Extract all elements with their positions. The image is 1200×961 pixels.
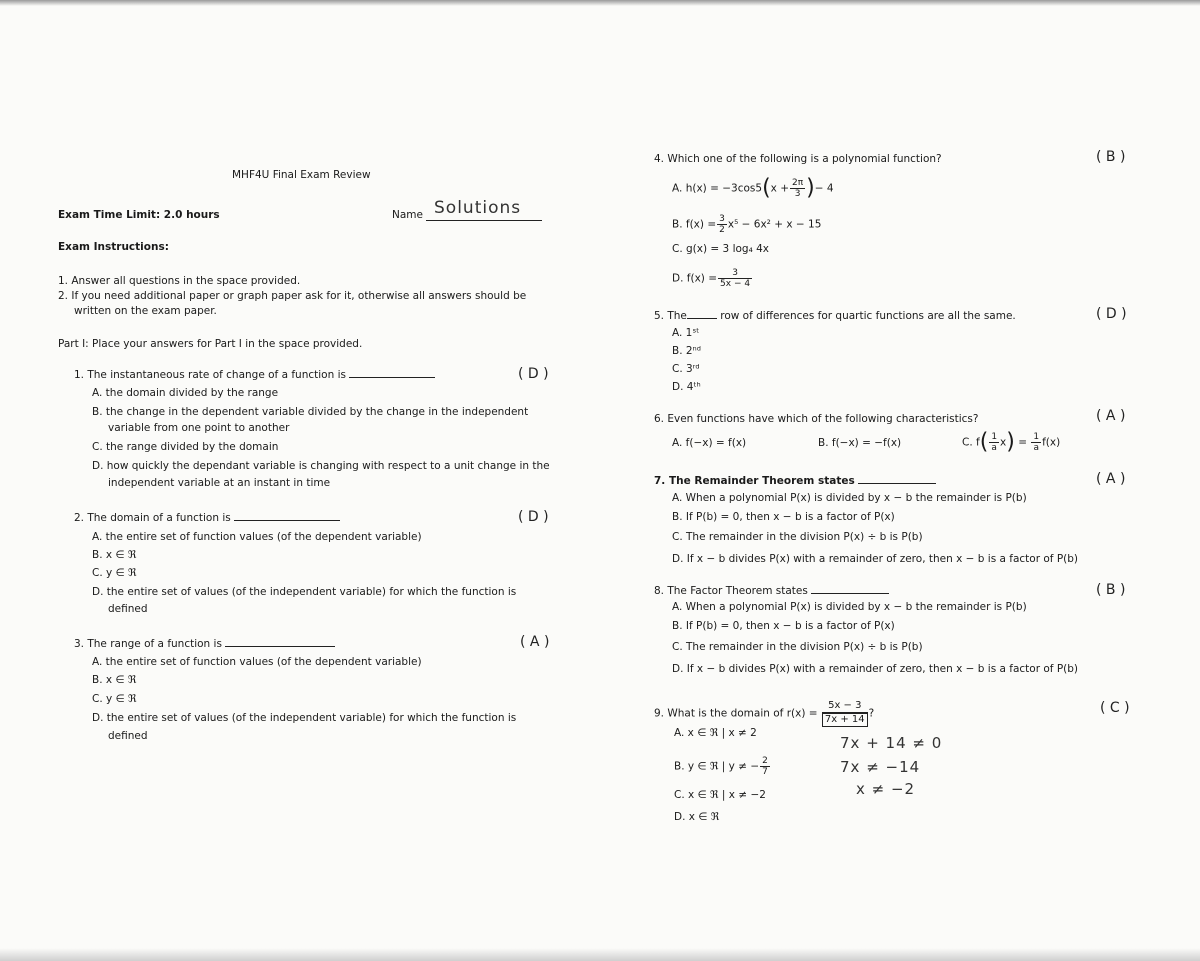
q9-answer: ( C ) [1100, 700, 1130, 716]
q7-option-c: C. The remainder in the division P(x) ÷ b is P(b) [672, 531, 923, 543]
q4-d-fraction [718, 268, 752, 289]
q8-stem [654, 584, 889, 598]
q5-answer: ( D ) [1096, 306, 1127, 322]
q9-stem [654, 700, 874, 727]
q6-c-frac2-den: a [1033, 443, 1039, 453]
q4-a-tail: − 4 [814, 182, 834, 195]
q9-work-line-3: x ≠ −2 [856, 780, 916, 798]
q9-b-fraction [760, 756, 770, 777]
right-paren: ) [806, 175, 815, 201]
q4-option-c: C. g(x) = 3 log₄ 4x [672, 243, 770, 255]
q1-option-b: B. the change in the dependent variable divided by the change in the independent [92, 406, 529, 418]
q6-c-fraction [989, 432, 999, 453]
q8-option-b: B. If P(b) = 0, then x − b is a factor of P(x) [672, 620, 895, 632]
q6-c-frac-num: 1 [991, 432, 998, 442]
q6-c-mid: x [1000, 436, 1007, 449]
instruction-1: 1. Answer all questions in the space provided. [58, 275, 301, 287]
q6-option-b: B. f(−x) = −f(x) [818, 437, 902, 449]
q3-option-b: B. x ∈ ℜ [92, 674, 137, 686]
q9-frac-den: 7x + 14 [822, 713, 868, 727]
q6-option-a: A. f(−x) = f(x) [672, 437, 747, 449]
q5-option-a: A. 1ˢᵗ [672, 327, 700, 339]
q2-option-c: C. y ∈ ℜ [92, 567, 137, 579]
q9-option-a: A. x ∈ ℜ | x ≠ 2 [674, 727, 757, 739]
q5-stem [654, 309, 1016, 323]
q3-stem-text: 3. The range of a function is [74, 638, 222, 650]
q5-stem-a: 5. The [654, 310, 687, 322]
q6-answer: ( A ) [1096, 408, 1126, 424]
q5-blank [687, 318, 717, 319]
name-label: Name [392, 209, 423, 221]
q7-answer: ( A ) [1096, 471, 1126, 487]
q1-blank [349, 377, 435, 378]
scan-edge-bottom [0, 948, 1200, 961]
q5-option-b: B. 2ⁿᵈ [672, 345, 701, 357]
q5-option-d: D. 4ᵗʰ [672, 381, 701, 393]
q4-a-frac-num: 2π [792, 178, 804, 188]
q4-b-frac-num: 3 [719, 214, 725, 224]
q8-option-c: C. The remainder in the division P(x) ÷ b is P(b) [672, 641, 923, 653]
q4-d-label: D. [672, 272, 684, 285]
q4-a-frac-den: 3 [794, 189, 801, 199]
q9-b-frac-den: 7 [762, 767, 768, 777]
q7-option-d: D. If x − b divides P(x) with a remainder of zero, then x − b is a factor of P(b) [672, 553, 1079, 565]
q3-option-a: A. the entire set of function values (of the dependent variable) [92, 656, 422, 668]
q5-stem-b: row of differences for quartic functions are all the same. [720, 310, 1016, 322]
q4-option-a [672, 175, 834, 201]
q4-option-b [672, 214, 821, 235]
q2-stem-text: 2. The domain of a function is [74, 512, 231, 524]
exam-title: MHF4U Final Exam Review [232, 169, 371, 181]
q9-frac-num: 5x − 3 [822, 700, 868, 713]
q8-option-a: A. When a polynomial P(x) is divided by x − b the remainder is P(b) [672, 601, 1027, 613]
q9-option-b [674, 756, 771, 777]
q3-option-c: C. y ∈ ℜ [92, 693, 137, 705]
time-limit: Exam Time Limit: 2.0 hours [58, 209, 220, 221]
q6-answer-letter: A [1105, 408, 1116, 424]
q4-answer: ( B ) [1096, 149, 1126, 165]
q4-option-d [672, 268, 753, 289]
q3-answer: ( A ) [520, 634, 550, 650]
q7-blank [858, 483, 936, 484]
q1-stem-text: 1. The instantaneous rate of change of a function is [74, 369, 346, 381]
right-paren: ) [1006, 429, 1015, 455]
q6-c-fraction-2 [1031, 432, 1041, 453]
q4-answer-letter: B [1105, 149, 1116, 165]
part-heading: Part I: Place your answers for Part I in the space provided. [58, 338, 363, 350]
q9-b-lhs: B. y ∈ ℜ | y ≠ − [674, 760, 760, 773]
q4-d-frac-den: 5x − 4 [720, 279, 751, 289]
q2-option-d-cont: defined [108, 603, 148, 615]
q2-blank [234, 520, 340, 521]
q4-b-label: B. [672, 218, 683, 231]
q9-work-line-1: 7x + 14 ≠ 0 [840, 734, 943, 752]
q1-option-d: D. how quickly the dependant variable is changing with respect to a unit change in the [92, 460, 550, 472]
q5-answer-letter: D [1105, 306, 1117, 322]
q7-stem-text: 7. The Remainder Theorem states [654, 475, 855, 487]
q1-stem [74, 368, 435, 382]
q2-stem [74, 511, 340, 525]
q4-a-lhs: h(x) = −3cos5 [685, 182, 763, 195]
q3-answer-letter: A [529, 634, 540, 650]
q2-option-b: B. x ∈ ℜ [92, 549, 137, 561]
q3-stem [74, 637, 335, 651]
q8-answer: ( B ) [1096, 582, 1126, 598]
q9-work-line-2: 7x ≠ −14 [840, 758, 921, 776]
q3-option-d: D. the entire set of values (of the independent variable) for which the function is [92, 712, 517, 724]
q4-stem: 4. Which one of the following is a polynomial function? [654, 153, 942, 165]
name-value: Solutions [434, 198, 522, 218]
left-paren: ( [762, 175, 771, 201]
q1-answer-letter: D [527, 366, 539, 382]
q8-answer-letter: B [1105, 582, 1116, 598]
q8-option-d: D. If x − b divides P(x) with a remainder of zero, then x − b is a factor of P(b) [672, 663, 1079, 675]
q2-option-a: A. the entire set of function values (of the dependent variable) [92, 531, 422, 543]
q2-answer-letter: D [527, 509, 539, 525]
q1-option-d-cont: independent variable at an instant in time [108, 477, 331, 489]
q1-option-a: A. the domain divided by the range [92, 387, 279, 399]
q4-a-label: A. [672, 182, 683, 195]
q1-option-b-cont: variable from one point to another [108, 422, 290, 434]
q6-stem: 6. Even functions have which of the following characteristics? [654, 413, 979, 425]
left-paren: ( [979, 429, 989, 455]
instructions-heading: Exam Instructions: [58, 241, 169, 253]
q6-c-tail: f(x) [1042, 436, 1061, 449]
instruction-2: 2. If you need additional paper or graph paper ask for it, otherwise all answers should be [58, 290, 527, 302]
right-page [600, 0, 1200, 961]
q6-c-eq: = [1018, 436, 1028, 449]
q6-c-frac-den: a [991, 443, 997, 453]
q4-d-lhs: f(x) = [686, 272, 718, 285]
q4-a-inner: x + [770, 182, 790, 195]
q9-option-d: D. x ∈ ℜ [674, 811, 720, 823]
q1-option-c: C. the range divided by the domain [92, 441, 279, 453]
q6-c-lhs: C. f [962, 436, 980, 449]
q4-b-tail: x⁵ − 6x² + x − 15 [727, 218, 822, 231]
q2-answer: ( D ) [518, 509, 549, 525]
q9-stem-text: 9. What is the domain of [654, 707, 784, 720]
q7-answer-letter: A [1105, 471, 1116, 487]
q9-b-frac-num: 2 [762, 756, 768, 766]
q9-fraction [822, 700, 868, 727]
q1-answer: ( D ) [518, 366, 549, 382]
q3-option-d-cont: defined [108, 730, 148, 742]
q9-option-c: C. x ∈ ℜ | x ≠ −2 [674, 789, 766, 801]
q7-stem [654, 474, 936, 488]
q9-function: r(x) = [786, 707, 818, 720]
q4-b-frac-den: 2 [719, 225, 725, 235]
q8-blank [811, 593, 889, 594]
q9-answer-letter: C [1109, 700, 1120, 716]
q4-a-fraction [790, 178, 805, 199]
instruction-2-cont: written on the exam paper. [74, 305, 217, 317]
q5-option-c: C. 3ʳᵈ [672, 363, 700, 375]
q4-b-fraction [717, 214, 727, 235]
q8-stem-text: 8. The Factor Theorem states [654, 585, 808, 597]
q4-d-frac-num: 3 [718, 268, 752, 279]
q6-c-frac2-num: 1 [1033, 432, 1040, 442]
q2-option-d: D. the entire set of values (of the independent variable) for which the function is [92, 586, 517, 598]
q7-option-b: B. If P(b) = 0, then x − b is a factor of P(x) [672, 511, 895, 523]
q3-blank [225, 646, 335, 647]
q9-qmark: ? [868, 707, 875, 720]
q6-option-c [962, 429, 1061, 455]
name-line [426, 220, 542, 221]
q4-b-lhs: f(x) = [685, 218, 717, 231]
q7-option-a: A. When a polynomial P(x) is divided by x − b the remainder is P(b) [672, 492, 1027, 504]
